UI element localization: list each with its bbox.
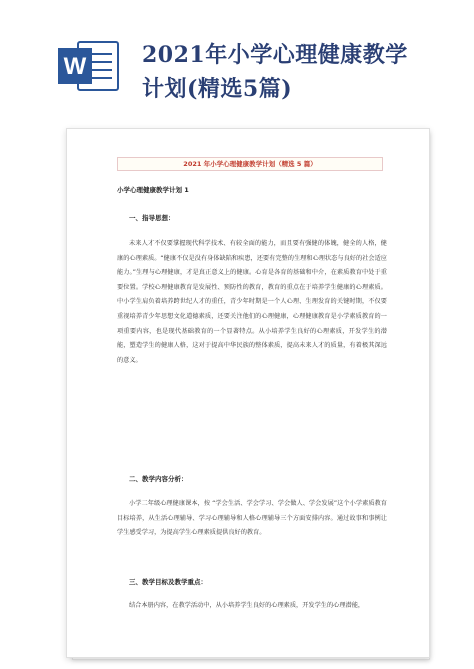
section-heading-3: 三、教学目标及教学重点：	[129, 578, 207, 586]
title-line-2: 计划(精选5篇)	[142, 76, 293, 102]
word-logo-letter: W	[63, 53, 87, 80]
document-title: 2021 年小学心理健康教学计划（精选 5 篇）	[117, 157, 383, 171]
document-page	[66, 128, 430, 658]
section-heading-1: 一、指导思想：	[129, 214, 175, 222]
document-subtitle: 小学心理健康教学计划 1	[117, 186, 189, 194]
section-paragraph-3: 结合本册内容，在教学活动中，从小培养学生良好的心理素质，开发学生的心理潜能，	[129, 602, 365, 609]
word-icon	[58, 38, 120, 94]
title-line-1: 2021年小学心理健康教学	[142, 42, 408, 68]
page-title	[142, 38, 462, 106]
section-heading-2: 二、教学内容分析：	[129, 475, 188, 483]
section-paragraph-2: 小学二年级心理健康课本，按 “学会生活、学会学习、学会做人、学会发展”这个小学素质教育目标培养，从生活心理辅导、学习心理辅导和人格心理辅导三个方面安排内容。通过故事和事例让学生感受学习，为提高学生心理素质提供良好的教育。	[117, 500, 387, 537]
header	[0, 0, 474, 128]
section-paragraph-1: 未来人才不仅要掌握现代科学技术、有较全面的能力，而且要有强健的体魄，健全的人格，健康的心理素质。“健康不仅是没有身体缺陷和疾患，还要有完整的生理和心理状态与良好的社会适应能力。”生理与心理健康，才是真正意义上的健康。心育是各育的基础和中介，在素质教育中处于重要位置。学校心理健康教育是发展性、预防性的教育，教育的重点在于培养学生健康的心理素质。中小学生肩负着培养跨世纪人才的重任，青少年时期是一个人心理、生理发育的关键时期，不仅要重视培养青少年思想文化道德素质，还要关注他们的心理健康，心理健康教育是小学素质教育的一项重要内容，也是现代基础教育的一个显著特点。从小培养学生良好的心理素质，开发学生的潜能，塑造学生的健康人格，这对于提高中华民族的整体素质，提高未来人才的质量，有着极其深远的意义。	[117, 240, 387, 364]
document-preview[interactable]	[66, 128, 434, 660]
